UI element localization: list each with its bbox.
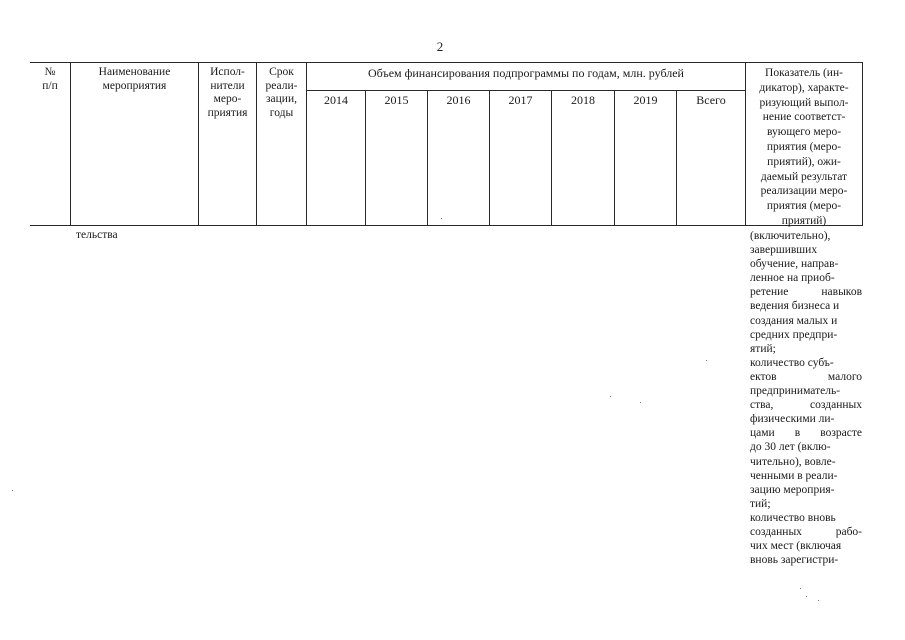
- header-financing: Объем финансирования подпрограммы по годам, млн. рублей: [368, 66, 684, 80]
- year-2018: 2018: [571, 93, 595, 107]
- indicator-continuation: [750, 229, 862, 567]
- indicator-line: вновь зарегистри-: [750, 554, 839, 567]
- indicator-line: завершивших: [750, 244, 818, 257]
- indicator-line: физическими ли-: [750, 413, 835, 426]
- page-number: 2: [436, 39, 444, 54]
- indicator-line: создания малых и: [750, 314, 838, 327]
- col-divider-2016: [489, 90, 490, 226]
- scan-speck: [610, 396, 611, 397]
- indicator-line: тий;: [750, 497, 771, 510]
- indicator-line: чительно), вовле-: [750, 455, 836, 468]
- indicator-line: созданных рабо-: [750, 525, 862, 538]
- header-term: Срок реали- зации, годы: [265, 66, 298, 119]
- year-total: Всего: [696, 93, 726, 107]
- indicator-line: ленное на приоб-: [750, 272, 835, 285]
- indicator-line: чих мест (включая: [750, 540, 842, 553]
- indicator-line: количество субъ-: [750, 356, 834, 369]
- indicator-line: ектов малого: [750, 370, 862, 383]
- col-divider-2015: [427, 90, 428, 226]
- indicator-line: ретение навыков: [750, 286, 862, 299]
- indicator-line: ства, созданных: [750, 399, 862, 412]
- year-2019: 2019: [633, 93, 658, 107]
- scan-speck: [441, 218, 442, 219]
- header-bottom-border: [30, 225, 863, 226]
- scan-speck: [800, 588, 801, 589]
- years-divider-line: [307, 90, 745, 91]
- name-continuation: тельства: [76, 229, 118, 241]
- indicator-line: (включительно),: [750, 230, 831, 242]
- indicator-line: зацию мероприя-: [750, 483, 835, 496]
- col-divider-2019: [676, 90, 677, 226]
- col-divider-term: [306, 62, 307, 226]
- indicator-line: средних предпри-: [750, 328, 838, 341]
- indicator-line: цами в возрасте: [750, 427, 862, 440]
- header-name: Наименование мероприятия: [98, 66, 171, 92]
- year-2014: 2014: [324, 93, 348, 107]
- table-top-border: [30, 62, 863, 63]
- scan-speck: [818, 600, 819, 601]
- scan-speck: [640, 402, 641, 403]
- table-right-border: [862, 62, 863, 226]
- header-executors: Испол- нители меро- приятия: [207, 66, 248, 119]
- year-2016: 2016: [446, 93, 471, 107]
- scan-speck: [706, 360, 707, 361]
- col-divider-2018: [614, 90, 615, 226]
- col-divider-2017: [551, 90, 552, 226]
- col-divider-2014: [365, 90, 366, 226]
- year-2015: 2015: [384, 93, 409, 107]
- header-indicator: Показатель (ин- дикатор), характе- ризующий выпол- нение соответст- вующего меро- приятия (меро- приятий), ожи- даемый результат реализации меро- приятия (меро- приятий): [759, 67, 849, 227]
- scan-speck: [12, 490, 13, 491]
- indicator-line: до 30 лет (вклю-: [750, 441, 831, 454]
- header-num: № п/п: [42, 66, 58, 92]
- scan-speck: [806, 596, 807, 597]
- indicator-line: обучение, направ-: [750, 258, 839, 271]
- indicator-line: количество вновь: [750, 511, 836, 524]
- indicator-line: ведения бизнеса и: [750, 300, 840, 313]
- indicator-line: ченными в реали-: [750, 469, 838, 482]
- indicator-line: предприниматель-: [750, 385, 841, 398]
- indicator-line: ятий;: [750, 342, 776, 355]
- year-2017: 2017: [508, 93, 533, 107]
